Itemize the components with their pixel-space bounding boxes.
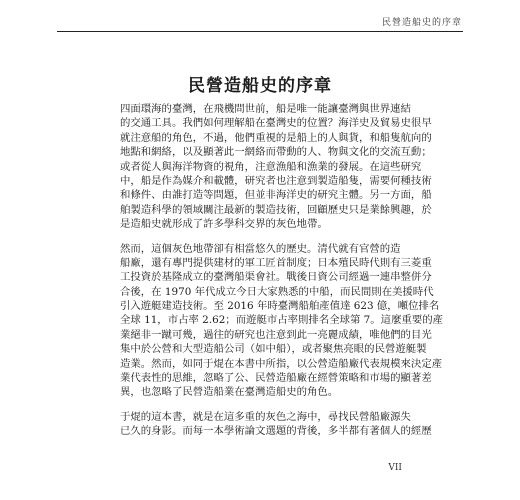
text-line: 的交通工具。我們如何理解船在臺灣史的位置？海洋史及貿易史很早 [120,117,432,130]
text-line: 集中於公營和大型造船公司（如中船），或者聚焦亮眼的民營遊艇製 [120,343,427,356]
text-line: 合後，在 1970 年代成立今日大家熟悉的中船，而民間則在美援時代 [120,285,434,298]
text-line: 就注意船的角色，不過，他們重視的是船上的人與貨，和船隻航向的 [120,131,432,144]
text-line: 中，船是作為媒介和載體，研究者也注意到製造船隻，需要何種技術 [120,174,432,187]
text-line: 已久的身影。而每一本學術論文選題的背後，多半都有著個人的經歷 [120,425,432,438]
text-line: 或者從人與海洋物資的視角，注意漁船和漁業的發展。在這些研究 [120,160,422,173]
text-line: 引入遊艇建造技術。至 2016 年時臺灣船舶產值達 623 億，噸位排名 [120,300,440,313]
body-text [120,102,444,449]
text-line: 和條件、由誰打造等問題，但並非海洋史的研究主體。另一方面，船 [120,189,432,202]
paragraph-1 [120,102,432,232]
text-line: 地點和網絡，以及顯著此一網絡而帶動的人、物與文化的交流互動； [120,146,432,159]
text-line: 全球 11，市占率 2.62；而遊艇市占率則排名全球第 7。這麼重要的產 [120,314,444,327]
text-line: 船廠，還有專門提供建材的軍工匠首制度；日本殖民時代則有三菱重 [120,256,432,269]
header-rule [57,31,463,32]
text-line: 異，也忽略了民營造船業在臺灣造船史的角色。 [120,386,339,399]
text-line: 四面環海的臺灣，在飛機問世前，船是唯一能讓臺灣與世界連結 [120,103,411,115]
text-line: 業代表性的思維，忽略了公、民營造船廠在經營策略和市場的顯著差 [120,372,432,385]
chapter-title: 民營造船史的序章 [188,76,332,96]
running-header: 民營造船史的序章 [381,18,462,28]
text-line: 然而，這個灰色地帶卻有相當悠久的歷史。清代就有官營的造 [120,242,401,255]
text-line: 造業。然而，如同于焜在本書中所指，以公營造船廠代表規模來決定產 [120,357,443,370]
text-line: 業絕非一蹴可幾，過往的研究也注意到此一亮麗成績，唯他們的目光 [120,328,432,341]
paragraph-3 [120,410,432,439]
page-number: VII [388,463,402,473]
text-line: 是造船史就形成了許多學科交界的灰色地帶。 [120,218,328,231]
text-line: 于焜的這本書，就是在這多重的灰色之海中，尋找民營船廠源失 [120,410,411,423]
paragraph-2 [120,242,444,400]
text-line: 舶製造科學的領域關注最新的製造技術，回顧歷史只是業餘興趣，於 [120,203,432,216]
text-line: 工投資於基隆成立的臺灣船渠會社。戰後日資公司經過一連串整併分 [120,271,432,284]
